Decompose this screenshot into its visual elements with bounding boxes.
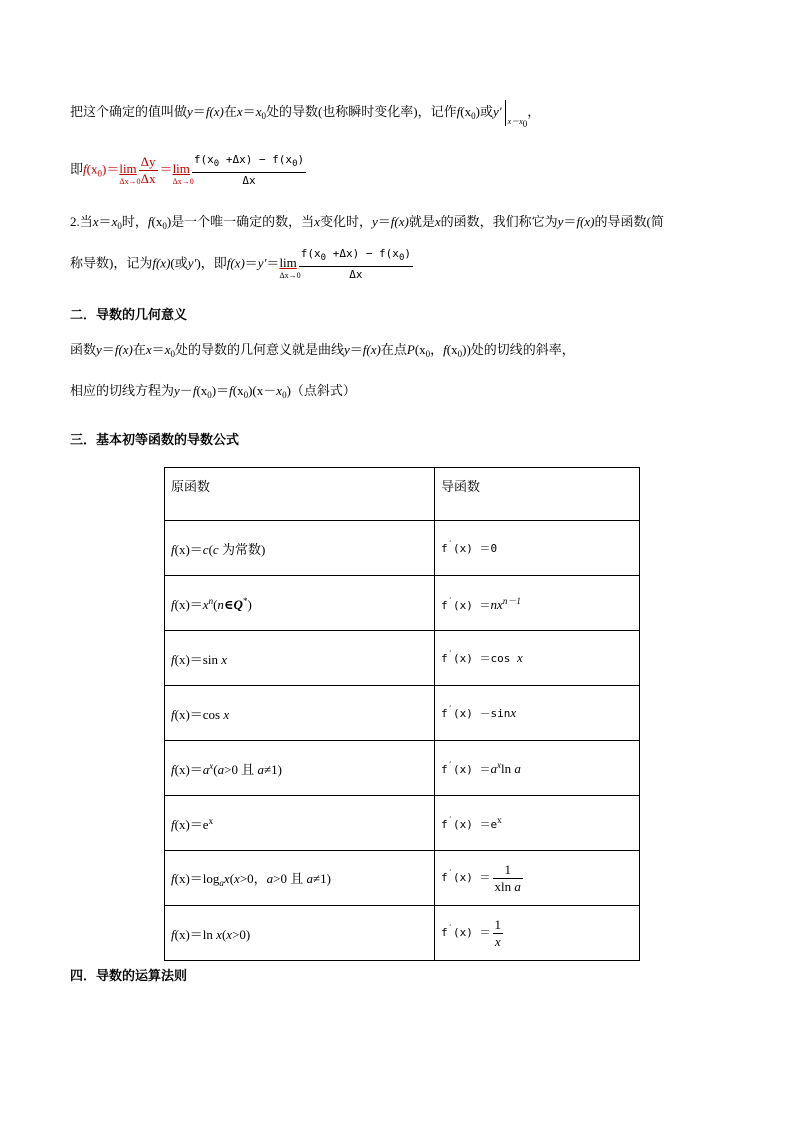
derivative-cell: $f'(x) =e^x$ (435, 796, 640, 851)
table-row (165, 631, 640, 686)
derivative-cell: f′(x) ＝ $\frac{1}{\text{xln a}}$ (435, 851, 640, 906)
original-cell: $f(x)=\log_ax(x>0$，a>0 且 a≠1) (165, 851, 435, 906)
derivative-function-line-2: 称导数)，记为f(x)(或y′)，即f(x)＝y′＝lim Δx→0 $\frac{f(x_0 +\Delta x) - f(x_0)}{\Delta x}$ (70, 247, 411, 281)
original-cell: f(x)＝cos x (165, 686, 435, 741)
difference-quotient: $\frac{f(x_0 +\Delta x) - f(x_0)}{\Delta x}$ (193, 153, 305, 187)
ln-derivative-fraction: $\frac{1}{x}$ (494, 916, 502, 949)
table-row (165, 851, 640, 906)
log-derivative-fraction: $\frac{1}{\text{xln a}}$ (494, 861, 521, 894)
section-heading-derivative-formulas: 三．基本初等函数的导数公式 (70, 432, 240, 447)
header-original-function: 原函数 (165, 468, 435, 521)
table-row (165, 906, 640, 961)
derivative-formula-table (164, 467, 640, 961)
section-heading-rules: 四．导数的运算法则 (70, 968, 188, 983)
table-row (165, 576, 640, 631)
table-row (165, 521, 640, 576)
original-cell: $f(x)=x^n(n\in Q^*)$ (165, 576, 435, 631)
definition-line-1: 把这个确定的值叫做y＝f(x)在$x=x_0$处的导数(也称瞬时变化率)，记作$f(x_0)$或$y'_{x=x_0}$， (70, 100, 540, 126)
original-cell: f(x)＝ln x(x>0) (165, 906, 435, 961)
original-cell: $f(x)=a^x(a>0$ 且 a≠1) (165, 741, 435, 796)
table-row (165, 796, 640, 851)
derivative-cell: f′(x) ＝ $\frac{1}{x}$ (435, 906, 640, 961)
original-cell: $f(x)=e^x$ (165, 796, 435, 851)
derivative-cell: f′(x) －sinx (435, 686, 640, 741)
derivative-cell: f′(x) ＝cos x (435, 631, 640, 686)
derivative-cell: $f'(x) =nx^{n-1}$ (435, 576, 640, 631)
table-row (165, 686, 640, 741)
evaluation-bar: x＝x0 (505, 100, 528, 126)
original-cell: f(x)＝c(c 为常数) (165, 521, 435, 576)
tangent-equation-line: 相应的切线方程为$y-f(x_0)=f(x_0)(x-x_0)$（点斜式） (70, 383, 356, 400)
table-row (165, 741, 640, 796)
table-header-row (165, 468, 640, 521)
header-derivative-function: 导函数 (435, 468, 640, 521)
section-heading-geometric-meaning: 二．导数的几何意义 (70, 307, 188, 322)
derivative-quotient: $\frac{f(x_0 +\Delta x) - f(x_0)}{\Delta x}$ (300, 247, 411, 281)
geometric-meaning-line-1: 函数y＝f(x)在$x=x_0$处的导数的几何意义就是曲线y＝f(x)在点$P(x_0$，$f(x_0)$)处的切线的斜率， (70, 342, 575, 359)
dy-dx-fraction: $\frac{\Delta y}{\Delta x}$ (140, 154, 156, 186)
derivative-cell: $f'(x) =a^x\ln$ a (435, 741, 640, 796)
derivative-cell: f′(x) ＝0 (435, 521, 640, 576)
derivative-formula-line: 即$f(x_0)=\lim$ Δx→0 $\frac{\Delta y}{\Delta x}$ ＝lim Δx→0 $\frac{f(x_0 +\Delta x) - f(x_0)}{\Delta x}$ (70, 153, 305, 187)
derivative-function-line-1: 2.当$x=x_0$时，$f(x_0)$是一个唯一确定的数，当x变化时，y＝f(x)就是x的函数，我们称它为y＝f(x)的导函数(简 (70, 214, 664, 231)
original-cell: f(x)＝sin x (165, 631, 435, 686)
